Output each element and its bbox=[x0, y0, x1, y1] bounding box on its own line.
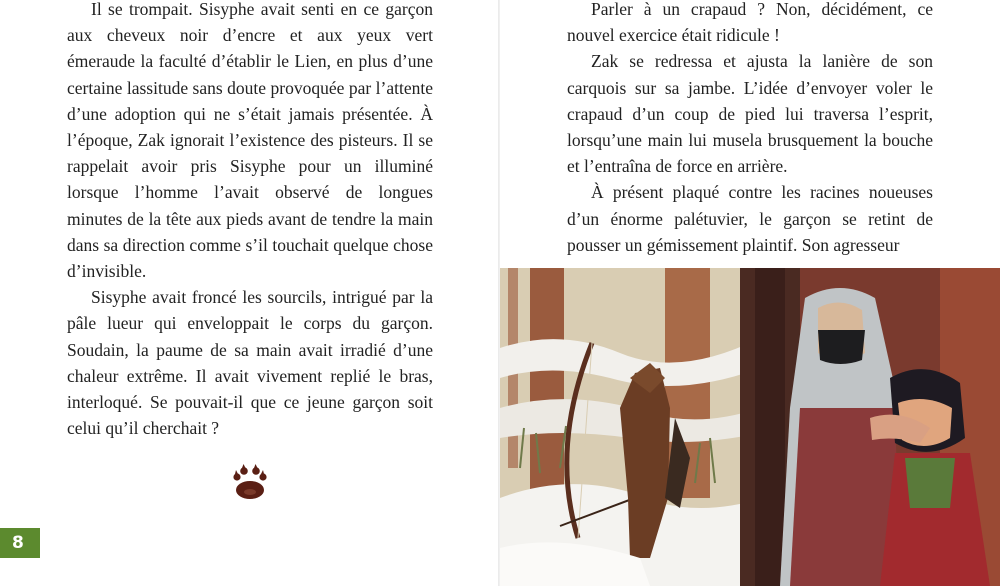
paragraph: Parler à un crapaud ? Non, décidément, ce nouvel exercice était ridicule ! bbox=[567, 0, 933, 46]
page-number: 8 bbox=[0, 528, 40, 558]
forest-illustration bbox=[500, 268, 1000, 586]
paw-print-icon bbox=[232, 462, 268, 500]
right-page bbox=[500, 0, 1000, 586]
paragraph: Zak se redressa et ajusta la lanière de son carquois sur sa jambe. L’idée d’envoyer voler le crapaud d’un coup de pied lui traversa l’esprit, lorsqu’une main lui musela brusquement la bouche et l’entraîna de force en arrière. bbox=[567, 51, 933, 177]
left-page-text bbox=[67, 0, 433, 441]
paragraph: Il se trompait. Sisyphe avait senti en ce garçon aux cheveux noir d’encre et aux yeux vert émeraude la faculté d’établir le Lien, en plus d’une certaine lassitude sans doute provoquée par l’attente d’une adoption qui ne s’était jamais présentée. À l’époque, Zak ignorait l’existence des pisteurs. Il se rappelait avoir pris Sisyphe pour un illuminé lorsque l’homme l’avait observé de longues minutes de la tête aux pieds avant de tendre la main dans sa direction comme s’il touchait quelque chose d’invisible. bbox=[67, 0, 433, 282]
paragraph: Sisyphe avait froncé les sourcils, intrigué par la pâle lueur qui enveloppait le corps du garçon. Soudain, la paume de sa main avait irradié d’une chaleur extrême. Il avait vivement replié le bras, interloqué. Se pouvait-il que ce jeune garçon soit celui qu’il cherchait ? bbox=[67, 287, 433, 439]
paragraph: À présent plaqué contre les racines noueuses d’un énorme palétuvier, le garçon se retint de pousser un gémissement plaintif. Son agresseur bbox=[567, 182, 933, 255]
right-page-text bbox=[567, 0, 933, 258]
